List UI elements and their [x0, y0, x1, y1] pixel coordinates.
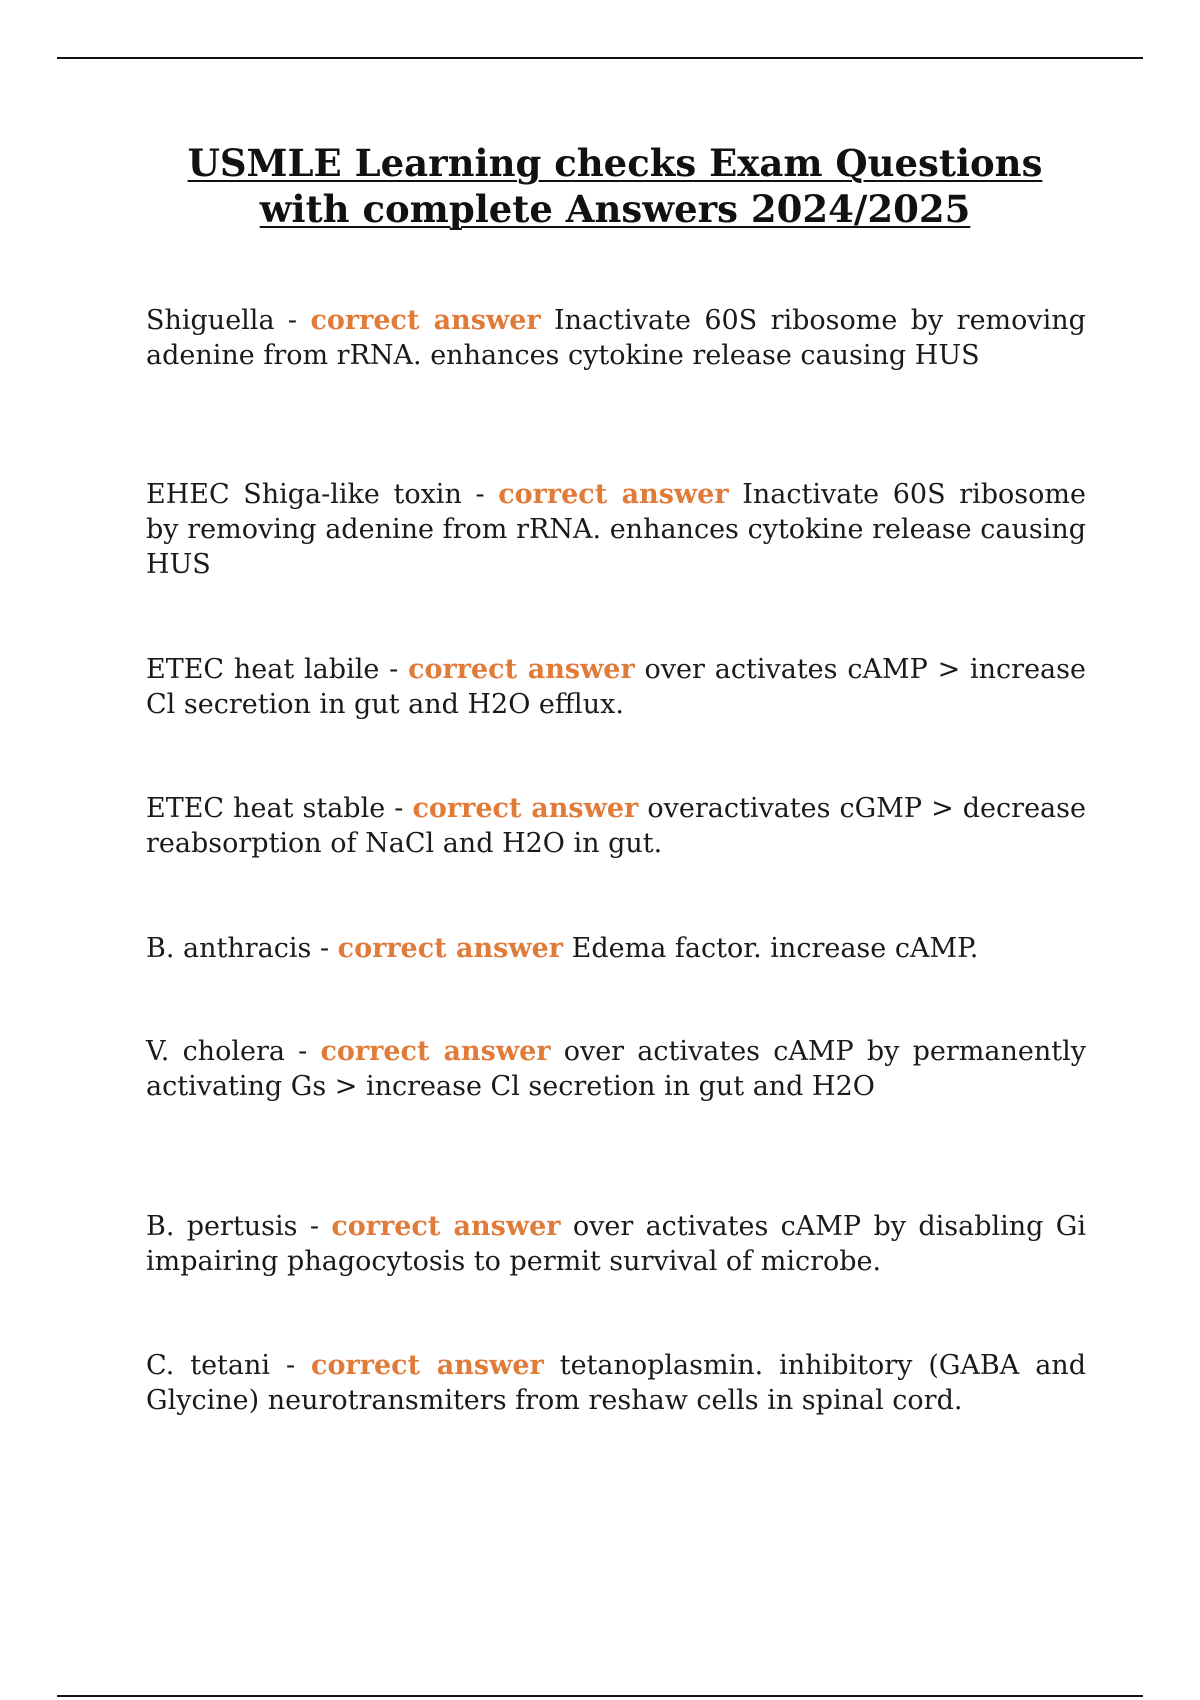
- entry-separator: -: [385, 793, 413, 824]
- correct-answer-tag: correct answer: [310, 305, 541, 336]
- correct-answer-tag: correct answer: [498, 479, 729, 510]
- entry-term: ETEC heat labile: [146, 654, 380, 685]
- entry-separator: -: [461, 479, 499, 510]
- entry-separator: -: [274, 305, 311, 336]
- qa-entry-etec-heat-labile: [146, 652, 1086, 722]
- entry-definition: Inactivate 60S ribosome by removing adenine from rRNA. enhances cytokine release causing HUS: [146, 305, 1086, 371]
- entry-definition: overactivates cGMP > decrease reabsorption of NaCl and H2O in gut.: [146, 793, 1086, 859]
- correct-answer-tag: correct answer: [320, 1036, 551, 1067]
- correct-answer-tag: correct answer: [412, 793, 639, 824]
- entry-term: Shiguella: [146, 305, 275, 336]
- entry-definition: Edema factor. increase cAMP.: [571, 933, 979, 964]
- correct-answer-tag: correct answer: [331, 1211, 561, 1242]
- entry-definition: over activates cAMP by permanently activating Gs > increase Cl secretion in gut and H2O: [146, 1036, 1086, 1102]
- bottom-rule: [57, 1695, 1143, 1697]
- qa-entry-ehec: [146, 477, 1086, 582]
- correct-answer-tag: correct answer: [311, 1350, 544, 1381]
- entry-definition: over activates cAMP > increase Cl secretion in gut and H2O efflux.: [146, 654, 1086, 720]
- entry-term: V. cholera: [146, 1036, 285, 1067]
- qa-entry-b-pertusis: [146, 1209, 1086, 1279]
- entry-term: ETEC heat stable: [146, 793, 386, 824]
- entry-term: B. pertusis: [146, 1211, 298, 1242]
- qa-entry-v-cholera: [146, 1034, 1086, 1104]
- qa-entry-c-tetani: [146, 1348, 1086, 1418]
- entry-separator: -: [379, 654, 409, 685]
- qa-entry-b-anthracis: [146, 931, 1086, 966]
- correct-answer-tag: correct answer: [408, 654, 635, 685]
- entry-term: EHEC Shiga-like toxin: [146, 479, 462, 510]
- entry-definition: over activates cAMP by disabling Gi impairing phagocytosis to permit survival of microbe.: [146, 1211, 1086, 1277]
- document-title: USMLE Learning checks Exam Questions with complete Answers 2024/2025: [187, 141, 1043, 231]
- correct-answer-tag: correct answer: [337, 933, 564, 964]
- entry-separator: -: [270, 1350, 312, 1381]
- entry-term: B. anthracis: [146, 933, 312, 964]
- entry-separator: -: [297, 1211, 332, 1242]
- entry-definition: Inactivate 60S ribosome by removing adenine from rRNA. enhances cytokine release causing HUS: [146, 479, 1086, 580]
- entry-separator: -: [311, 933, 338, 964]
- entry-definition: tetanoplasmin. inhibitory (GABA and Glycine) neurotransmiters from reshaw cells in spinal cord.: [146, 1350, 1086, 1416]
- qa-entry-shiguella: [146, 303, 1086, 373]
- entry-term: C. tetani: [146, 1350, 271, 1381]
- entry-separator: -: [284, 1036, 321, 1067]
- top-rule: [57, 57, 1143, 59]
- qa-entry-etec-heat-stable: [146, 791, 1086, 861]
